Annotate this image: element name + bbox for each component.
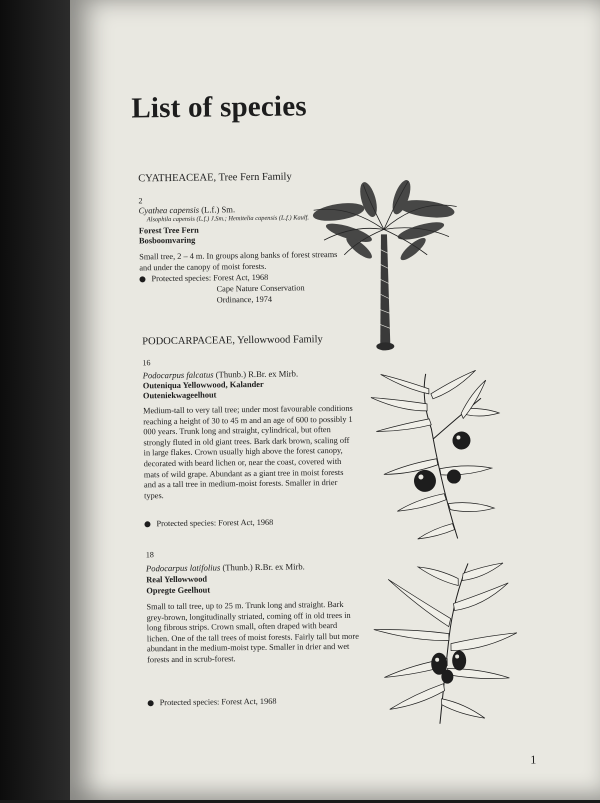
species-number: 16 — [142, 358, 151, 368]
scientific-name: Cyathea capensis (L.f.) Sm. — [138, 204, 236, 216]
scientific-name: Podocarpus falcatus (Thunb.) R.Br. ex Mirb. — [142, 368, 299, 381]
tree-fern-illustration — [308, 168, 460, 360]
podocarpus-latifolius-illustration — [358, 558, 520, 730]
bullet-icon — [144, 521, 150, 527]
bullet-icon — [139, 276, 145, 282]
species-number: 2 — [138, 196, 143, 206]
page-number: 1 — [530, 752, 537, 767]
common-name: Outeniqua Yellowwood, Kalander — [142, 379, 264, 391]
common-name: Forest Tree Fern — [138, 225, 199, 236]
synonyms: Alsophila capensis (L.f.) J.Sm.; Hemitelia capensis (L.f.) Kaulf. — [146, 214, 310, 224]
page-title: List of species — [131, 90, 307, 125]
common-name-afrikaans: Opregte Geelhout — [146, 585, 211, 596]
species-description: Small tree, 2 – 4 m. In groups along banks of forest streams and under the canopy of moist forests. — [139, 249, 338, 272]
podocarpus-falcatus-illustration — [361, 368, 503, 545]
scientific-name: Podocarpus latifolius (Thunb.) R.Br. ex Mirb. — [145, 561, 305, 574]
common-name-afrikaans: Bosboomvaring — [138, 235, 196, 246]
protection-status-line: Cape Nature Conservation — [216, 283, 305, 294]
common-name: Real Yellowwood — [146, 574, 208, 585]
protection-status-line: Ordinance, 1974 — [216, 294, 273, 305]
common-name-afrikaans: Outeniekwageelhout — [142, 390, 217, 401]
species-description: Medium-tall to very tall tree; under most favourable conditions reaching a height of 30 to 45 m and an age of 600 to possibly 1 000 years. Trunk long and straight, cylindrical, but often strongly fluted in old giant trees. Bark dark brown, scaling off in large flakes. Crown usually high above the forest canopy, decorated with beard lichen or, near the coast, covered with mats of wild grape. Abundant as a giant tree in moist forests and as a tall tree in medium-moist forests. Smaller in drier types. — [143, 403, 353, 501]
protection-status: Protected species: Forest Act, 1968 — [144, 518, 273, 529]
family-heading-podocarpaceae: PODOCARPACEAE, Yellowwood Family — [142, 334, 323, 348]
species-number: 18 — [145, 550, 154, 560]
bullet-icon — [148, 700, 154, 706]
protection-status: Protected species: Forest Act, 1968 — [139, 273, 268, 284]
family-heading-cyatheaceae: CYATHEACEAE, Tree Fern Family — [138, 171, 292, 185]
protection-status: Protected species: Forest Act, 1968 — [148, 697, 277, 708]
book-page — [70, 0, 600, 800]
species-description: Small to tall tree, up to 25 m. Trunk long and straight. Bark grey-brown, longitudinally striated, coming off in old trees in long fibrous strips. Crown small, often draped with beard lichen. One of the tall trees of moist forests. Fairly tall but more abundant in the medium-moist type. Smaller in drier and wet forests and in scrub-forest. — [146, 599, 359, 665]
page-content — [66, 0, 600, 803]
